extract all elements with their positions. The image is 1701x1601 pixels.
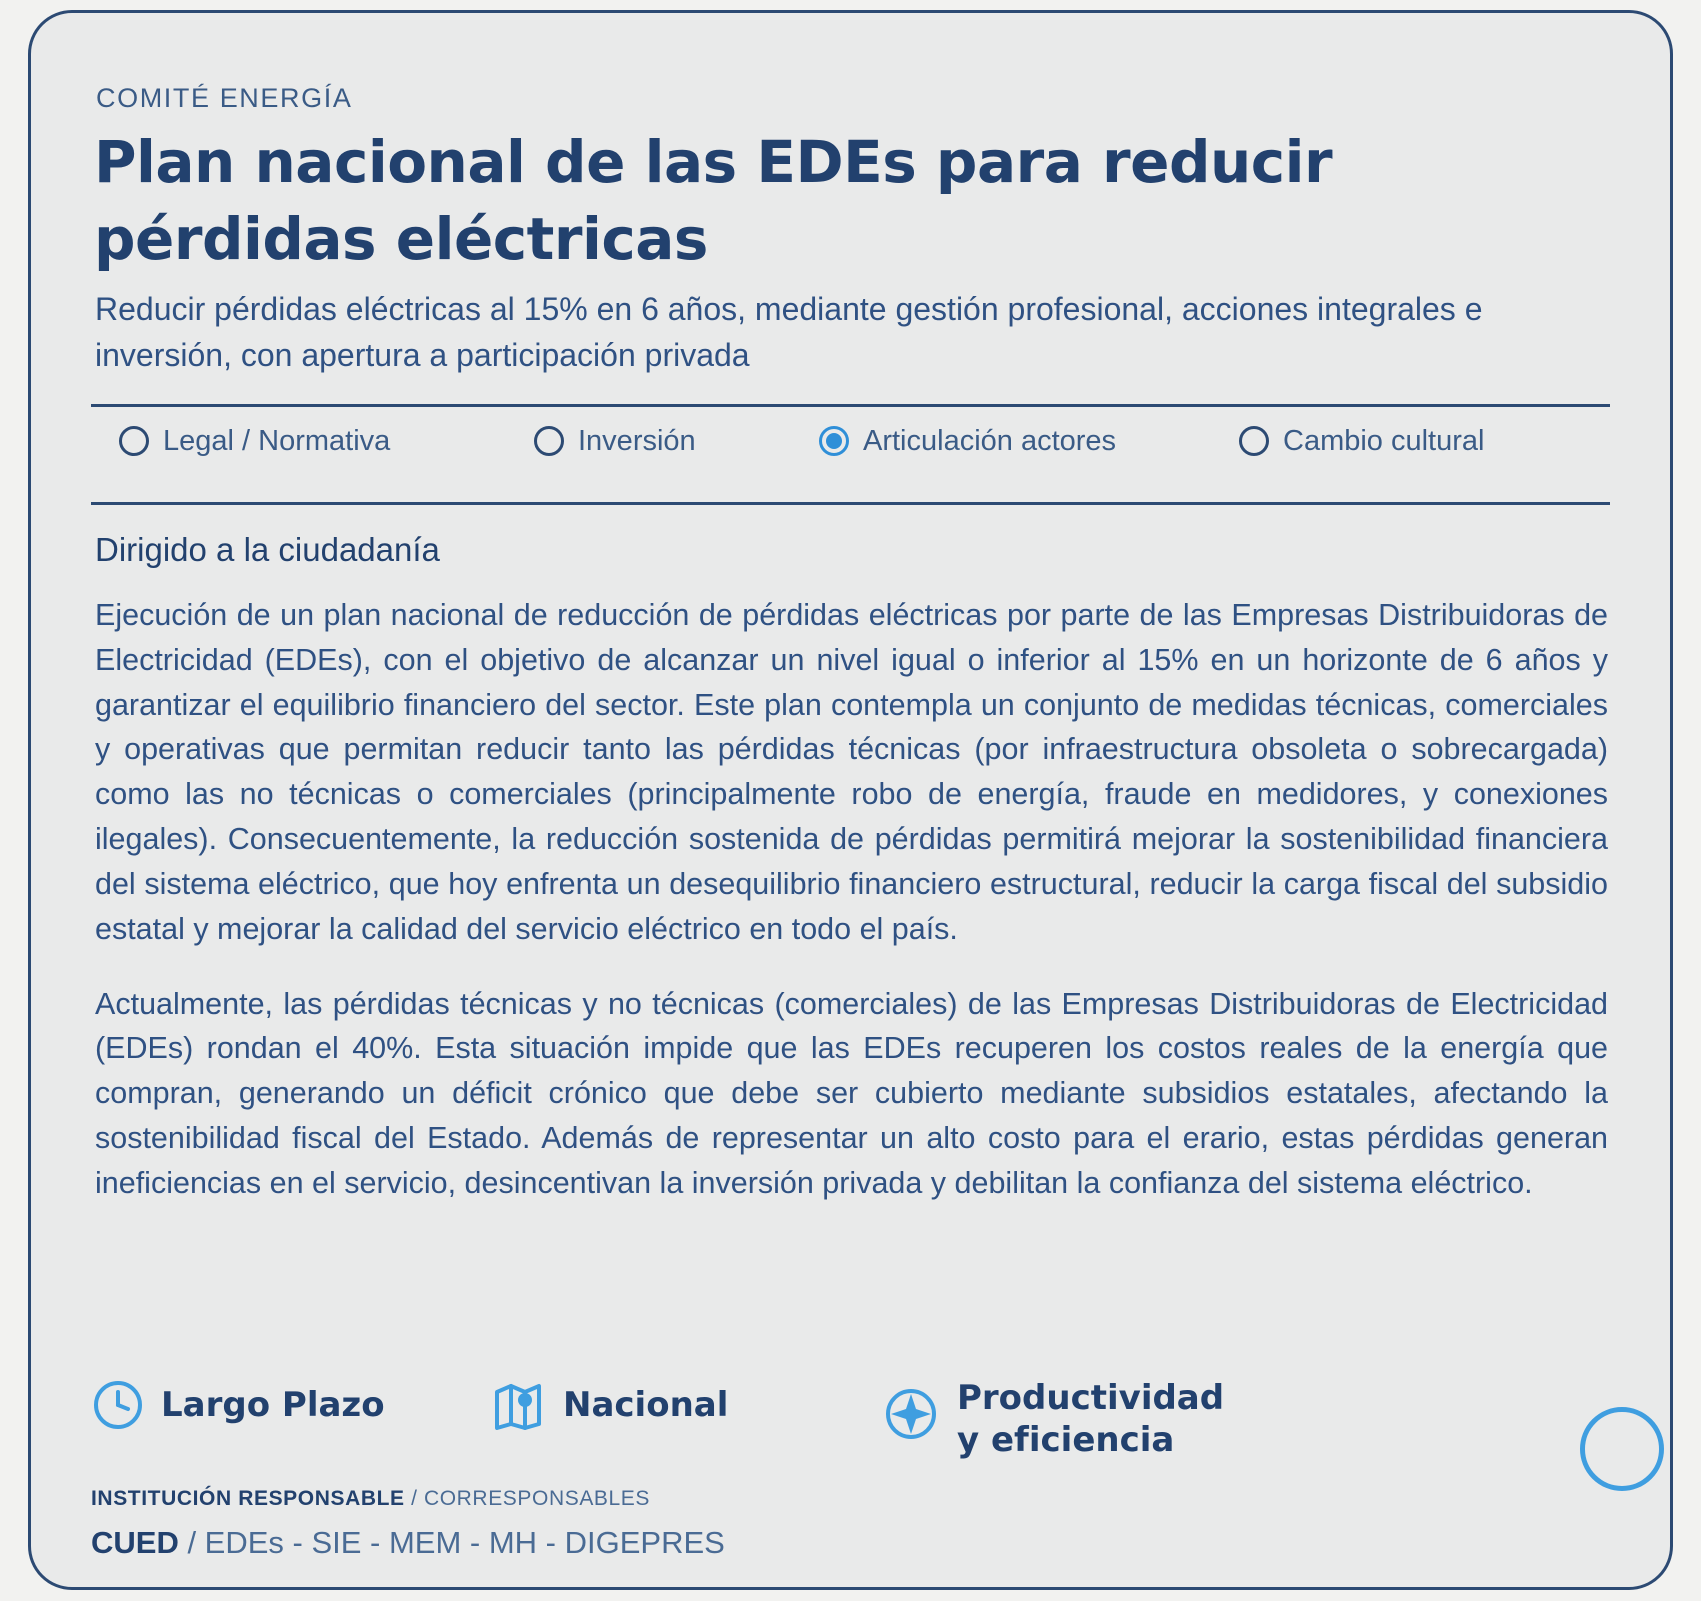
meta-category-text: [957, 1378, 1224, 1461]
chip-label: Inversión: [578, 424, 696, 457]
meta-row: [91, 1378, 1610, 1461]
paragraph-2: Actualmente, las pérdidas técnicas y no técnicas (comerciales) de las Empresas Distribuidoras de Electricidad (EDEs) rondan el 40%. Esta situación impide que las EDEs recuperen los costos reales de la energía que compran, generando un déficit crónico que debe ser cubierto mediante subsidios estatales, afectando la sostenibilidad fiscal del Estado. Además de representar un alto costo para el erario, estas pérdidas generan ineficiencias en el servicio, desincentivan la inversión privada y debilitan la confianza del sistema eléctrico.: [95, 986, 1608, 1200]
section-heading: Dirigido a la ciudadanía: [95, 530, 440, 568]
chip-cambio-cultural[interactable]: [1239, 425, 1484, 458]
card-footer: [91, 1378, 1610, 1561]
committee-eyebrow: COMITÉ ENERGÍA: [96, 83, 353, 113]
responsible-value-strong: CUED: [91, 1525, 179, 1560]
responsible-value-rest: / EDEs - SIE - MEM - MH - DIGEPRES: [178, 1525, 725, 1560]
meta-category-line1: Productividad: [957, 1378, 1225, 1419]
meta-scope-label: Nacional: [563, 1385, 729, 1426]
clock-icon: [91, 1378, 145, 1432]
compass-icon: [881, 1384, 941, 1444]
chip-articulacion-actores[interactable]: [819, 425, 1239, 458]
policy-card: [28, 10, 1673, 1590]
responsible-institution-label: [91, 1487, 1610, 1511]
meta-category: [881, 1378, 1224, 1461]
responsible-institution-value: [91, 1525, 1610, 1561]
category-radio-group: [91, 407, 1610, 476]
page-subtitle: Reducir pérdidas eléctricas al 15% en 6 años, mediante gestión profesional, acciones integrales e inversión, con apertura a participación privada: [95, 291, 1483, 373]
chip-legal-normativa[interactable]: [119, 425, 534, 458]
meta-scope: [491, 1378, 881, 1432]
circle-icon: [1580, 1407, 1664, 1491]
map-icon: [491, 1378, 547, 1432]
chip-label: Legal / Normativa: [163, 424, 391, 457]
radio-selected-icon[interactable]: [819, 426, 849, 456]
chip-label: Cambio cultural: [1283, 424, 1485, 457]
chip-label: Articulación actores: [863, 424, 1117, 457]
radio-icon[interactable]: [534, 426, 564, 456]
divider-bottom: [91, 502, 1610, 505]
meta-timeframe-label: Largo Plazo: [161, 1385, 385, 1426]
radio-icon[interactable]: [119, 426, 149, 456]
responsible-label-strong: INSTITUCIÓN RESPONSABLE: [91, 1487, 405, 1510]
meta-category-line2: y eficiencia: [957, 1419, 1175, 1460]
meta-timeframe: [91, 1378, 491, 1432]
page-title: Plan nacional de las EDEs para reducir pérdidas eléctricas: [94, 128, 1333, 273]
chip-inversion[interactable]: [534, 425, 819, 458]
responsible-label-rest: / CORRESPONSABLES: [404, 1487, 651, 1510]
radio-icon[interactable]: [1239, 426, 1269, 456]
paragraph-1: Ejecución de un plan nacional de reducción de pérdidas eléctricas por parte de las Empresas Distribuidoras de Electricidad (EDEs), con el objetivo de alcanzar un nivel igual o inferior al 15% en un horizonte de 6 años y garantizar el equilibrio financiero del sector. Este plan contempla un conjunto de medidas técnicas, comerciales y operativas que permitan reducir tanto las pérdidas técnicas (por infraestructura obsoleta o sobrecargada) como las no técnicas o comerciales (principalmente robo de energía, fraude en medidores, y conexiones ilegales). Consecuentemente, la reducción sostenida de pérdidas permitirá mejorar la sostenibilidad financiera del sistema eléctrico, que hoy enfrenta un desequilibrio financiero estructural, reducir la carga fiscal del subsidio estatal y mejorar la calidad del servicio eléctrico en todo el país.: [95, 597, 1608, 946]
